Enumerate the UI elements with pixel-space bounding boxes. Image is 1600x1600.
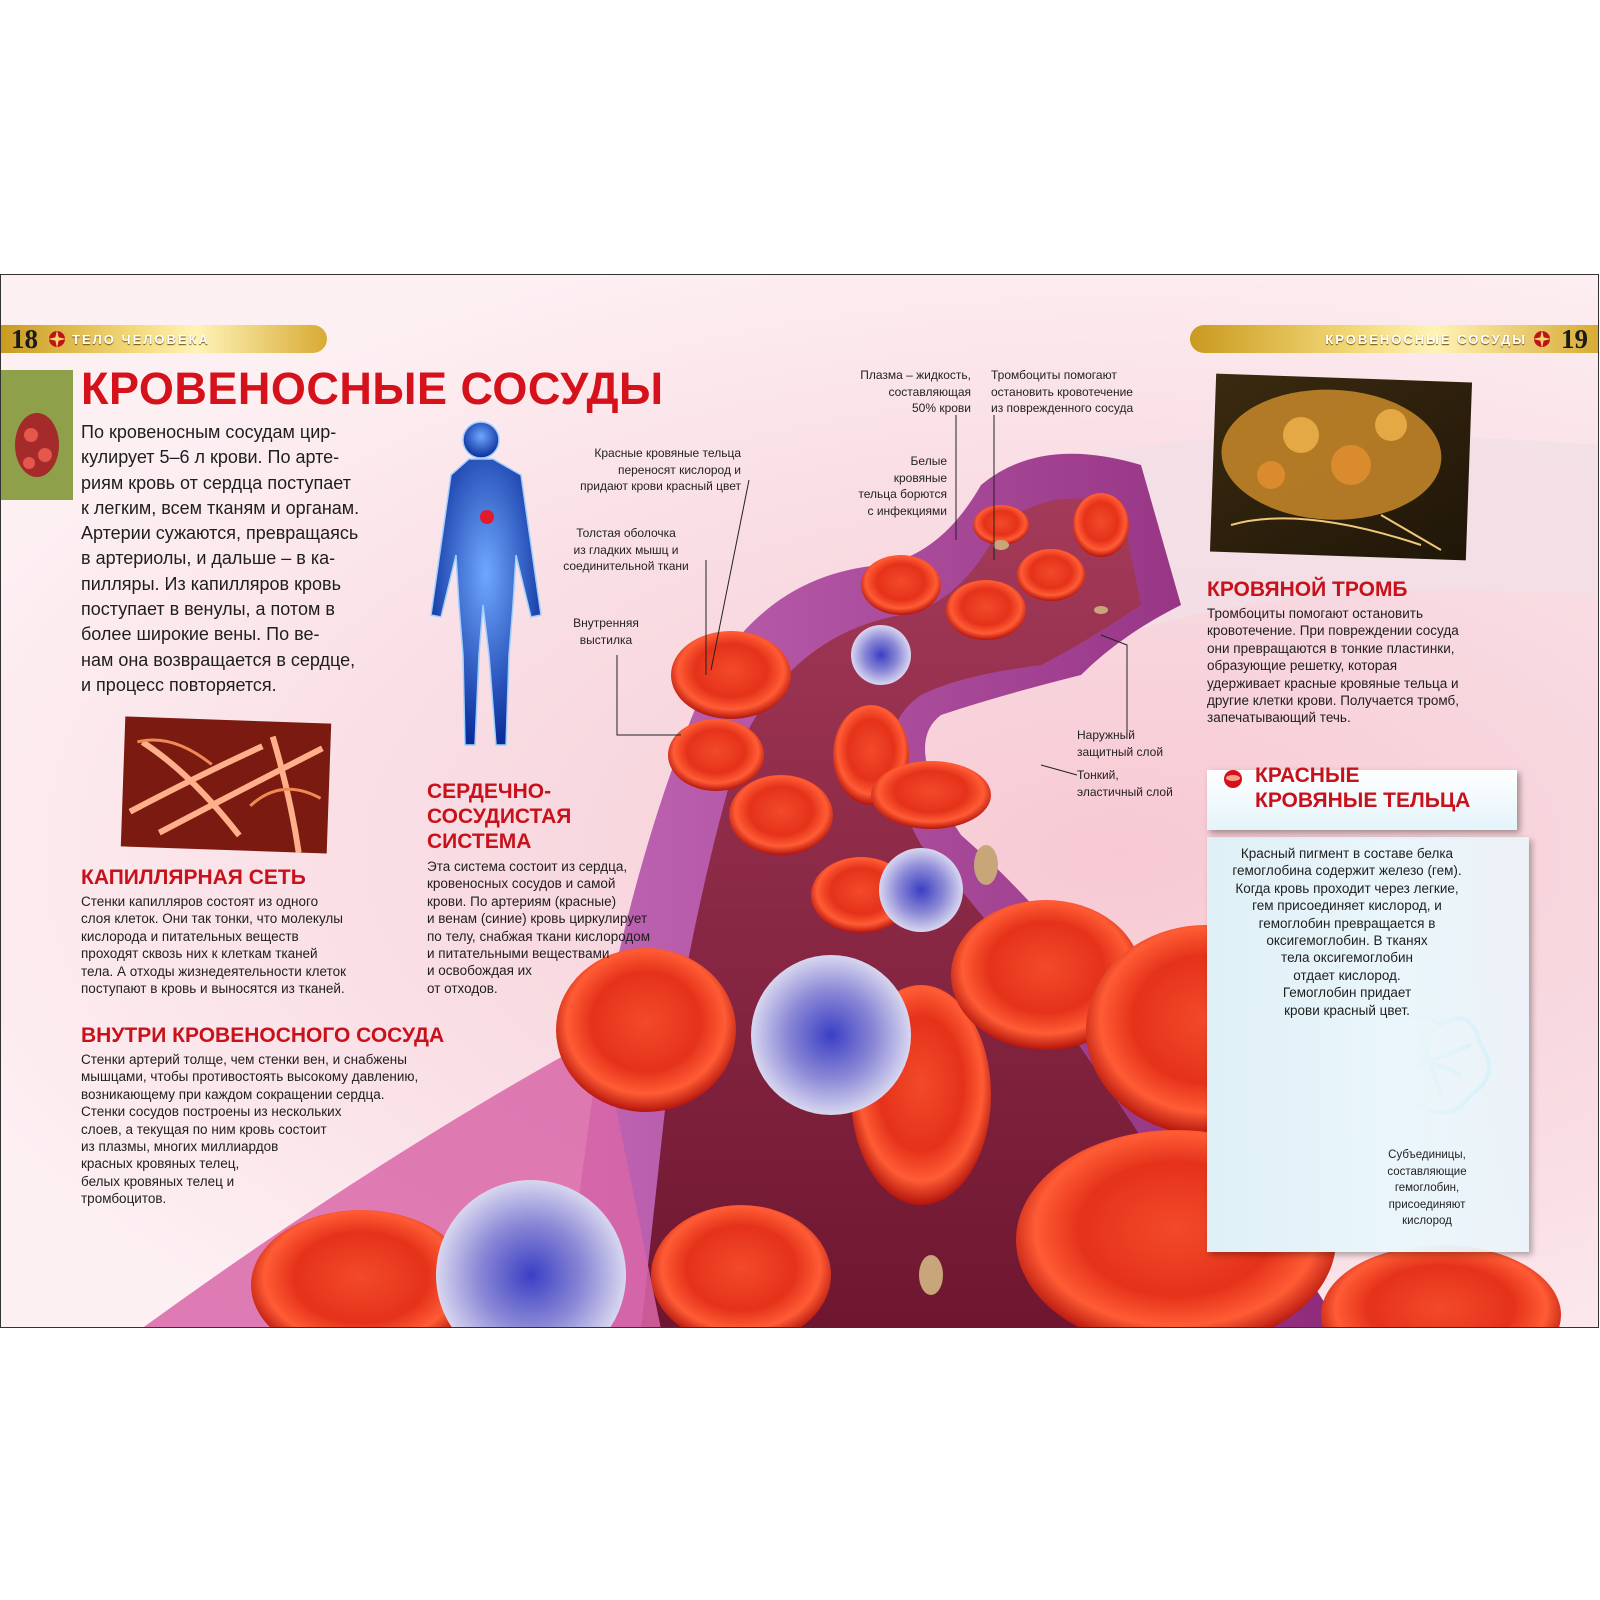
rbc-text: Красный пигмент в составе белка гемоглобина содержит железо (гем). Когда кровь проходит через легкие, гем присоединяет кислород, и гемоглобин превращается в оксигемоглобин. В тканях тела оксигемоглобин отдает кислород. Гемоглобин придает крови красный цвет. (1232, 846, 1462, 1018)
circulatory-figure (431, 422, 541, 745)
compass-rose-icon (1533, 330, 1551, 348)
label-red-cells: Красные кровяные тельца переносят кислород и придают крови красный цвет (580, 446, 741, 493)
rbc-heading: КРАСНЫЕ КРОВЯНЫЕ ТЕЛЬЦА (1255, 764, 1471, 812)
page-title: КРОВЕНОСНЫЕ СОСУДЫ (81, 363, 664, 414)
cardio-text: Эта система состоит из сердца, кровеносных сосудов и самой крови. По артериям (красные) и венам (синие) кровь циркулирует по телу, снабжая ткани кислородом и питательными веществами и освобождая их от отходов. (427, 859, 651, 996)
right-page-header (1190, 325, 1598, 353)
label-outer-layer: Наружный защитный слой (1077, 728, 1164, 759)
intro-text: По кровеносным сосудам цир- кулирует 5–6 л крови. По арте- риям кровь от сердца поступает к легким, всем тканям и органам. Артерии сужаются, превращаясь в артериолы, и дальше – в ка- пилляры. Из капилляров кровь поступает в венулы, а потом в более широкие вены. По ве- нам она возвращается в сердце, и процесс повторяется. (81, 422, 360, 695)
left-page-header (1, 325, 327, 353)
clot-heading: КРОВЯНОЙ ТРОМБ (1207, 578, 1408, 601)
inside-text: Стенки артерий толще, чем стенки вен, и снабжены мышцами, чтобы противостоять высокому давлению, возникающему при каждом сокращении сердца. Стенки сосудов построены из нескольких слоев, а текущая по ним кровь состоит из плазмы, многих миллиардов красных кровяных телец, белых кровяных телец и тромбоцитов. (81, 1052, 419, 1207)
label-white-cells: Белые кровяные тельца борются с инфекциями (858, 454, 947, 518)
left-page-number: 18 (11, 323, 38, 354)
capillary-photo (121, 716, 331, 853)
capillary-text: Стенки капилляров состоят из одного слоя клеток. Они так тонки, что молекулы кислорода и питательных веществ проходят сквозь них к клеткам тканей тела. А отходы жизнедеятельности клеток поступают в кровь и выносятся из тканей. (81, 894, 347, 997)
cardio-heading: СЕРДЕЧНО- СОСУДИСТАЯ СИСТЕМА (427, 780, 572, 853)
label-thick-wall: Толстая оболочка из гладких мышц и соединительной ткани (563, 526, 689, 573)
label-platelets: Тромбоциты помогают остановить кровотечение из поврежденного сосуда (991, 368, 1134, 415)
inside-heading: ВНУТРИ КРОВЕНОСНОГО СОСУДА (81, 1024, 445, 1047)
label-inner-lining: Внутренняя выстилка (573, 616, 639, 647)
label-plasma: Плазма – жидкость, составляющая 50% крови (860, 368, 971, 415)
label-subunits: Субъединицы, составляющие гемоглобин, присоединяют кислород (1387, 1149, 1467, 1227)
thumbnail-photo (1, 370, 73, 500)
clot-photo (1210, 374, 1472, 561)
clot-text: Тромбоциты помогают остановить кровотечение. При повреждении сосуда они превращаются в тонкие пластинки, образующие решетку, которая удерживает красные кровяные тельца и другие клетки крови. Получается тромб, запечатывающий течь. (1207, 606, 1460, 726)
book-spread (0, 274, 1599, 1328)
label-elastic-layer: Тонкий, эластичный слой (1077, 768, 1173, 799)
right-page-number: 19 (1561, 323, 1588, 354)
capillary-heading: КАПИЛЛЯРНАЯ СЕТЬ (81, 866, 306, 889)
red-disc-bullet-icon (1223, 769, 1243, 789)
compass-rose-icon (48, 330, 66, 348)
left-section-title: ТЕЛО ЧЕЛОВЕКА (72, 331, 210, 347)
right-section-title: КРОВЕНОСНЫЕ СОСУДЫ (1325, 331, 1527, 347)
